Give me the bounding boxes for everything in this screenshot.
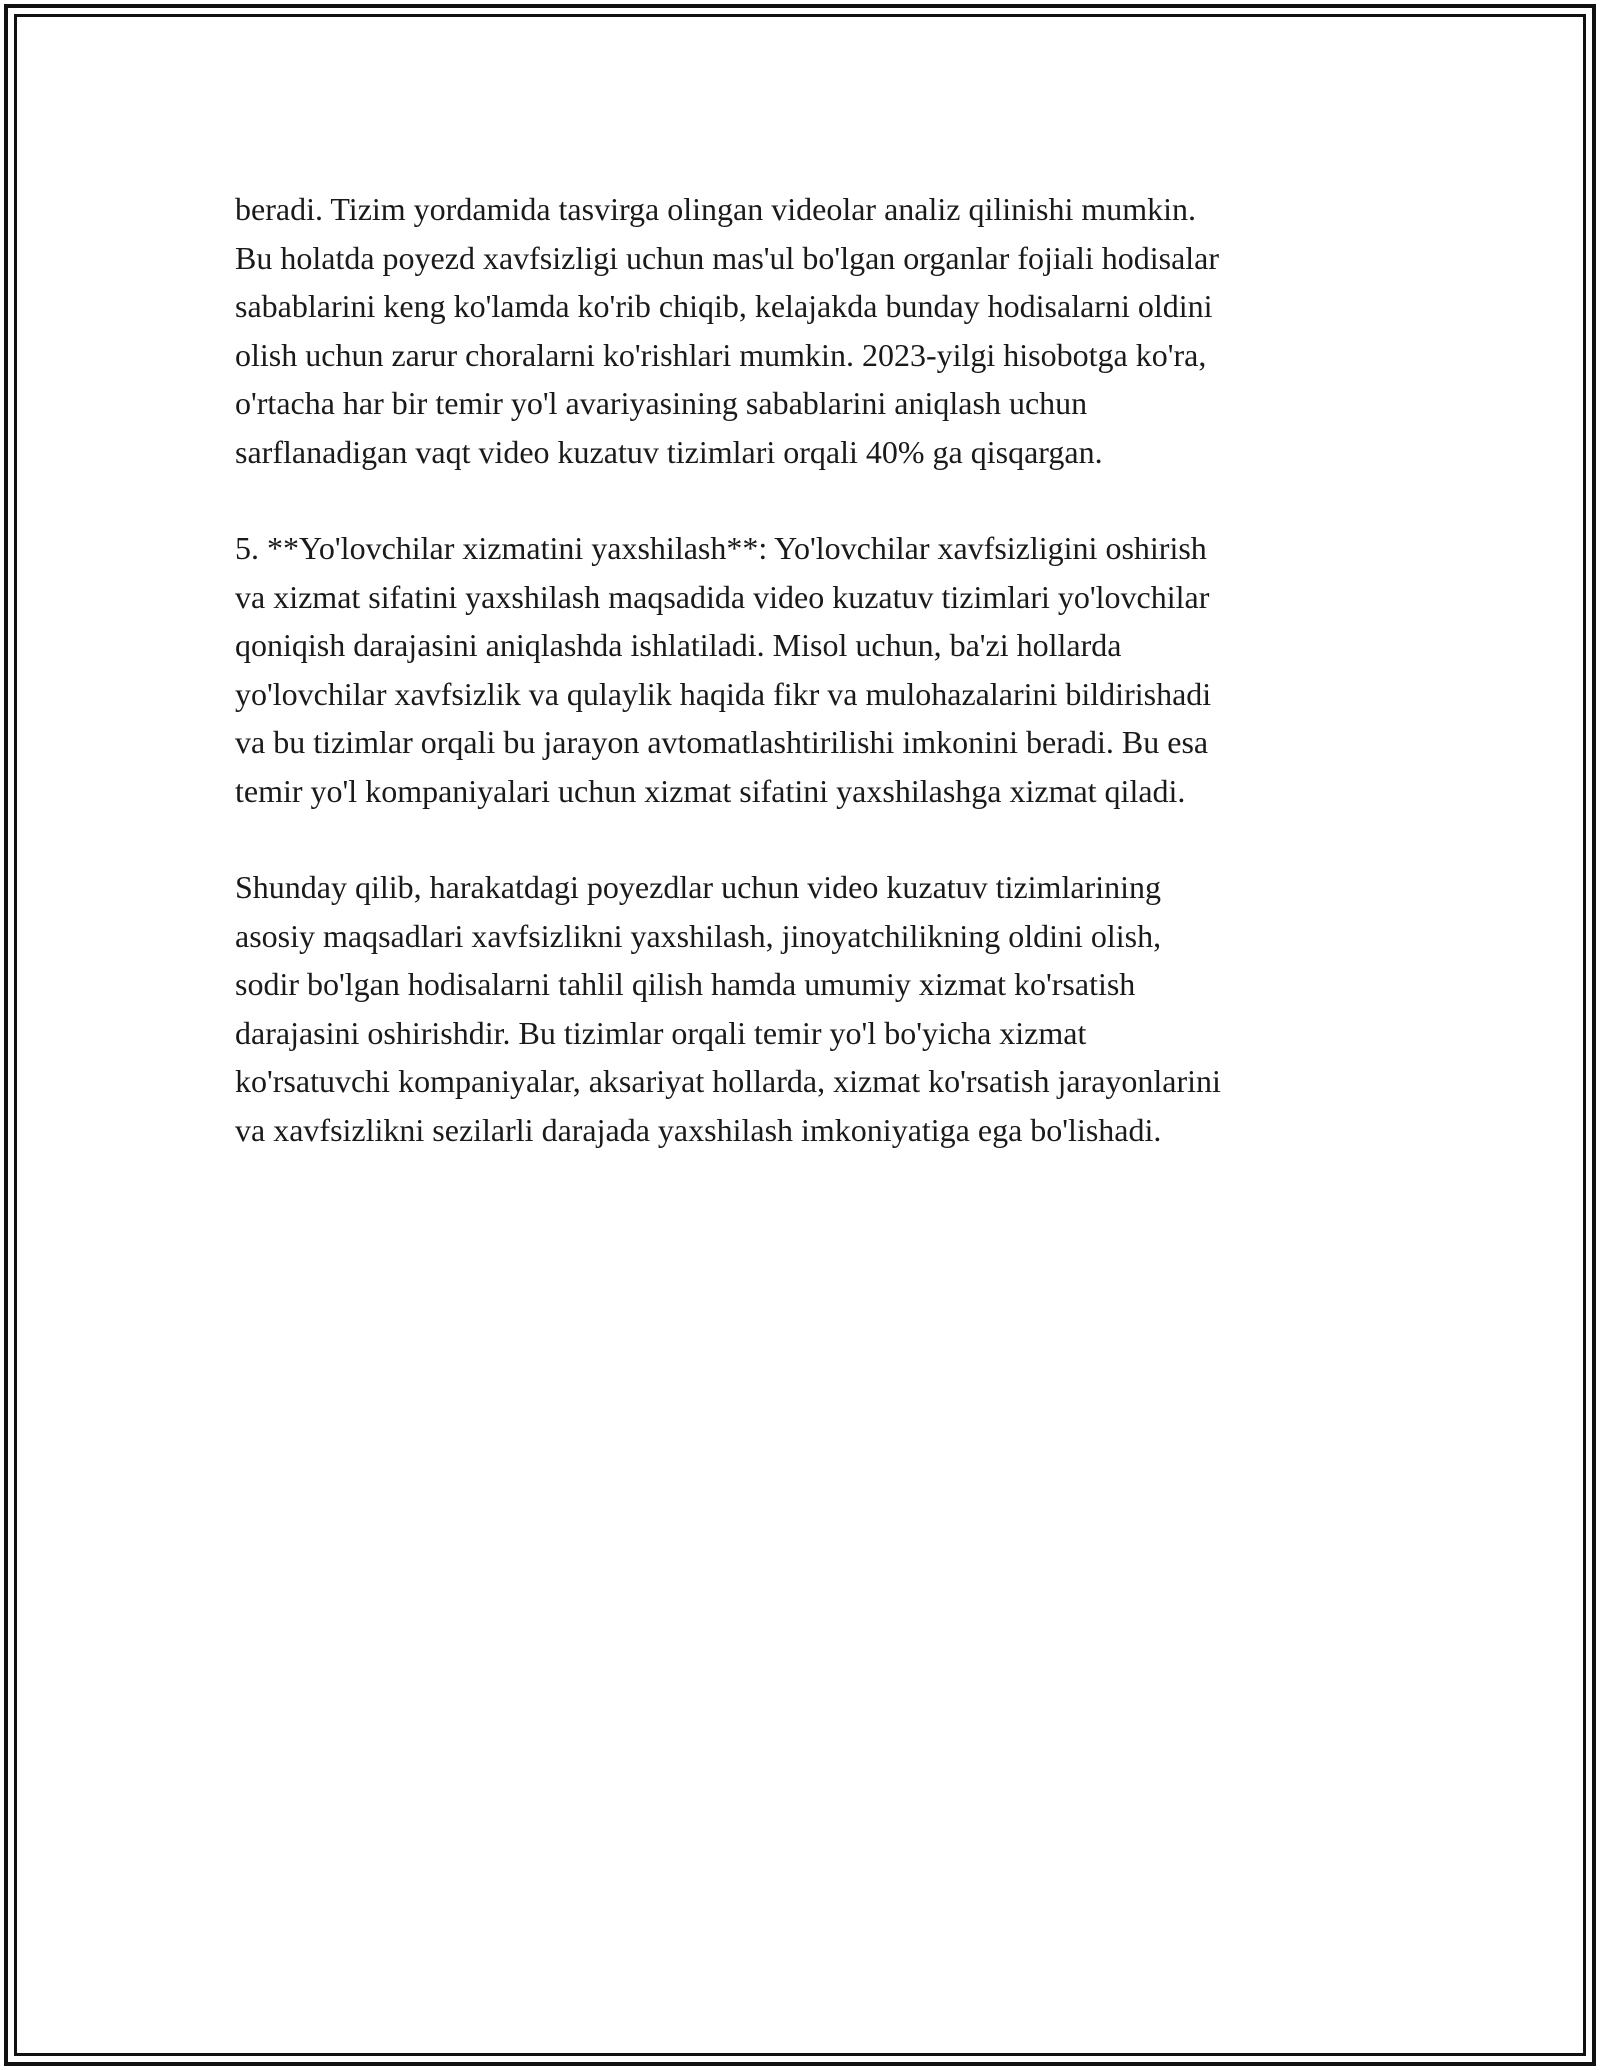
paragraph-conclusion bbox=[235, 863, 1375, 1154]
text-line: asosiy maqsadlari xavfsizlikni yaxshilash, jinoyatchilikning oldini olish, bbox=[235, 917, 1162, 954]
text-line: qoniqish darajasini aniqlashda ishlatiladi. Misol uchun, ba'zi hollarda bbox=[235, 627, 1122, 663]
text-line: va bu tizimlar orqali bu jarayon avtomatlashtirilishi imkonini beradi. Bu esa bbox=[235, 724, 1209, 760]
text-line: va xavfsizlikni sezilarli darajada yaxshilash imkoniyatiga ega bo'lishadi. bbox=[235, 1111, 1162, 1148]
text-line: sodir bo'lgan hodisalarni tahlil qilish hamda umumiy xizmat ko'rsatish bbox=[235, 966, 1136, 1002]
text-line: ko'rsatuvchi kompaniyalar, aksariyat hollarda, xizmat ko'rsatish jarayonlarini bbox=[235, 1063, 1221, 1099]
paragraph-passenger-service bbox=[235, 524, 1375, 815]
text-line: sabablarini keng ko'lamda ko'rib chiqib, kelajakda bunday hodisalarni oldini bbox=[235, 288, 1213, 324]
paragraph-video-analysis bbox=[235, 185, 1375, 476]
text-line: sarflanadigan vaqt video kuzatuv tizimlari orqali 40% ga qisqargan. bbox=[235, 433, 1103, 470]
text-line: yo'lovchilar xavfsizlik va qulaylik haqida fikr va mulohazalarini bildirishadi bbox=[235, 675, 1212, 712]
text-line: olish uchun zarur choralarni ko'rishlari mumkin. 2023-yilgi hisobotga ko'ra, bbox=[235, 336, 1207, 373]
text-line: 5. **Yo'lovchilar xizmatini yaxshilash**: Yo'lovchilar xavfsizligini oshirish bbox=[235, 530, 1207, 566]
text-line: va xizmat sifatini yaxshilash maqsadida video kuzatuv tizimlari yo'lovchilar bbox=[235, 578, 1210, 615]
document-body bbox=[235, 185, 1375, 1202]
text-line: Shunday qilib, harakatdagi poyezdlar uchun video kuzatuv tizimlarining bbox=[235, 869, 1161, 905]
text-line: temir yo'l kompaniyalari uchun xizmat sifatini yaxshilashga xizmat qiladi. bbox=[235, 772, 1186, 809]
text-line: o'rtacha har bir temir yo'l avariyasining sabablarini aniqlash uchun bbox=[235, 385, 1088, 421]
text-line: Bu holatda poyezd xavfsizligi uchun mas'ul bo'lgan organlar fojiali hodisalar bbox=[235, 239, 1220, 276]
text-line: beradi. Tizim yordamida tasvirga olingan videolar analiz qilinishi mumkin. bbox=[235, 191, 1197, 227]
text-line: darajasini oshirishdir. Bu tizimlar orqali temir yo'l bo'yicha xizmat bbox=[235, 1014, 1087, 1051]
